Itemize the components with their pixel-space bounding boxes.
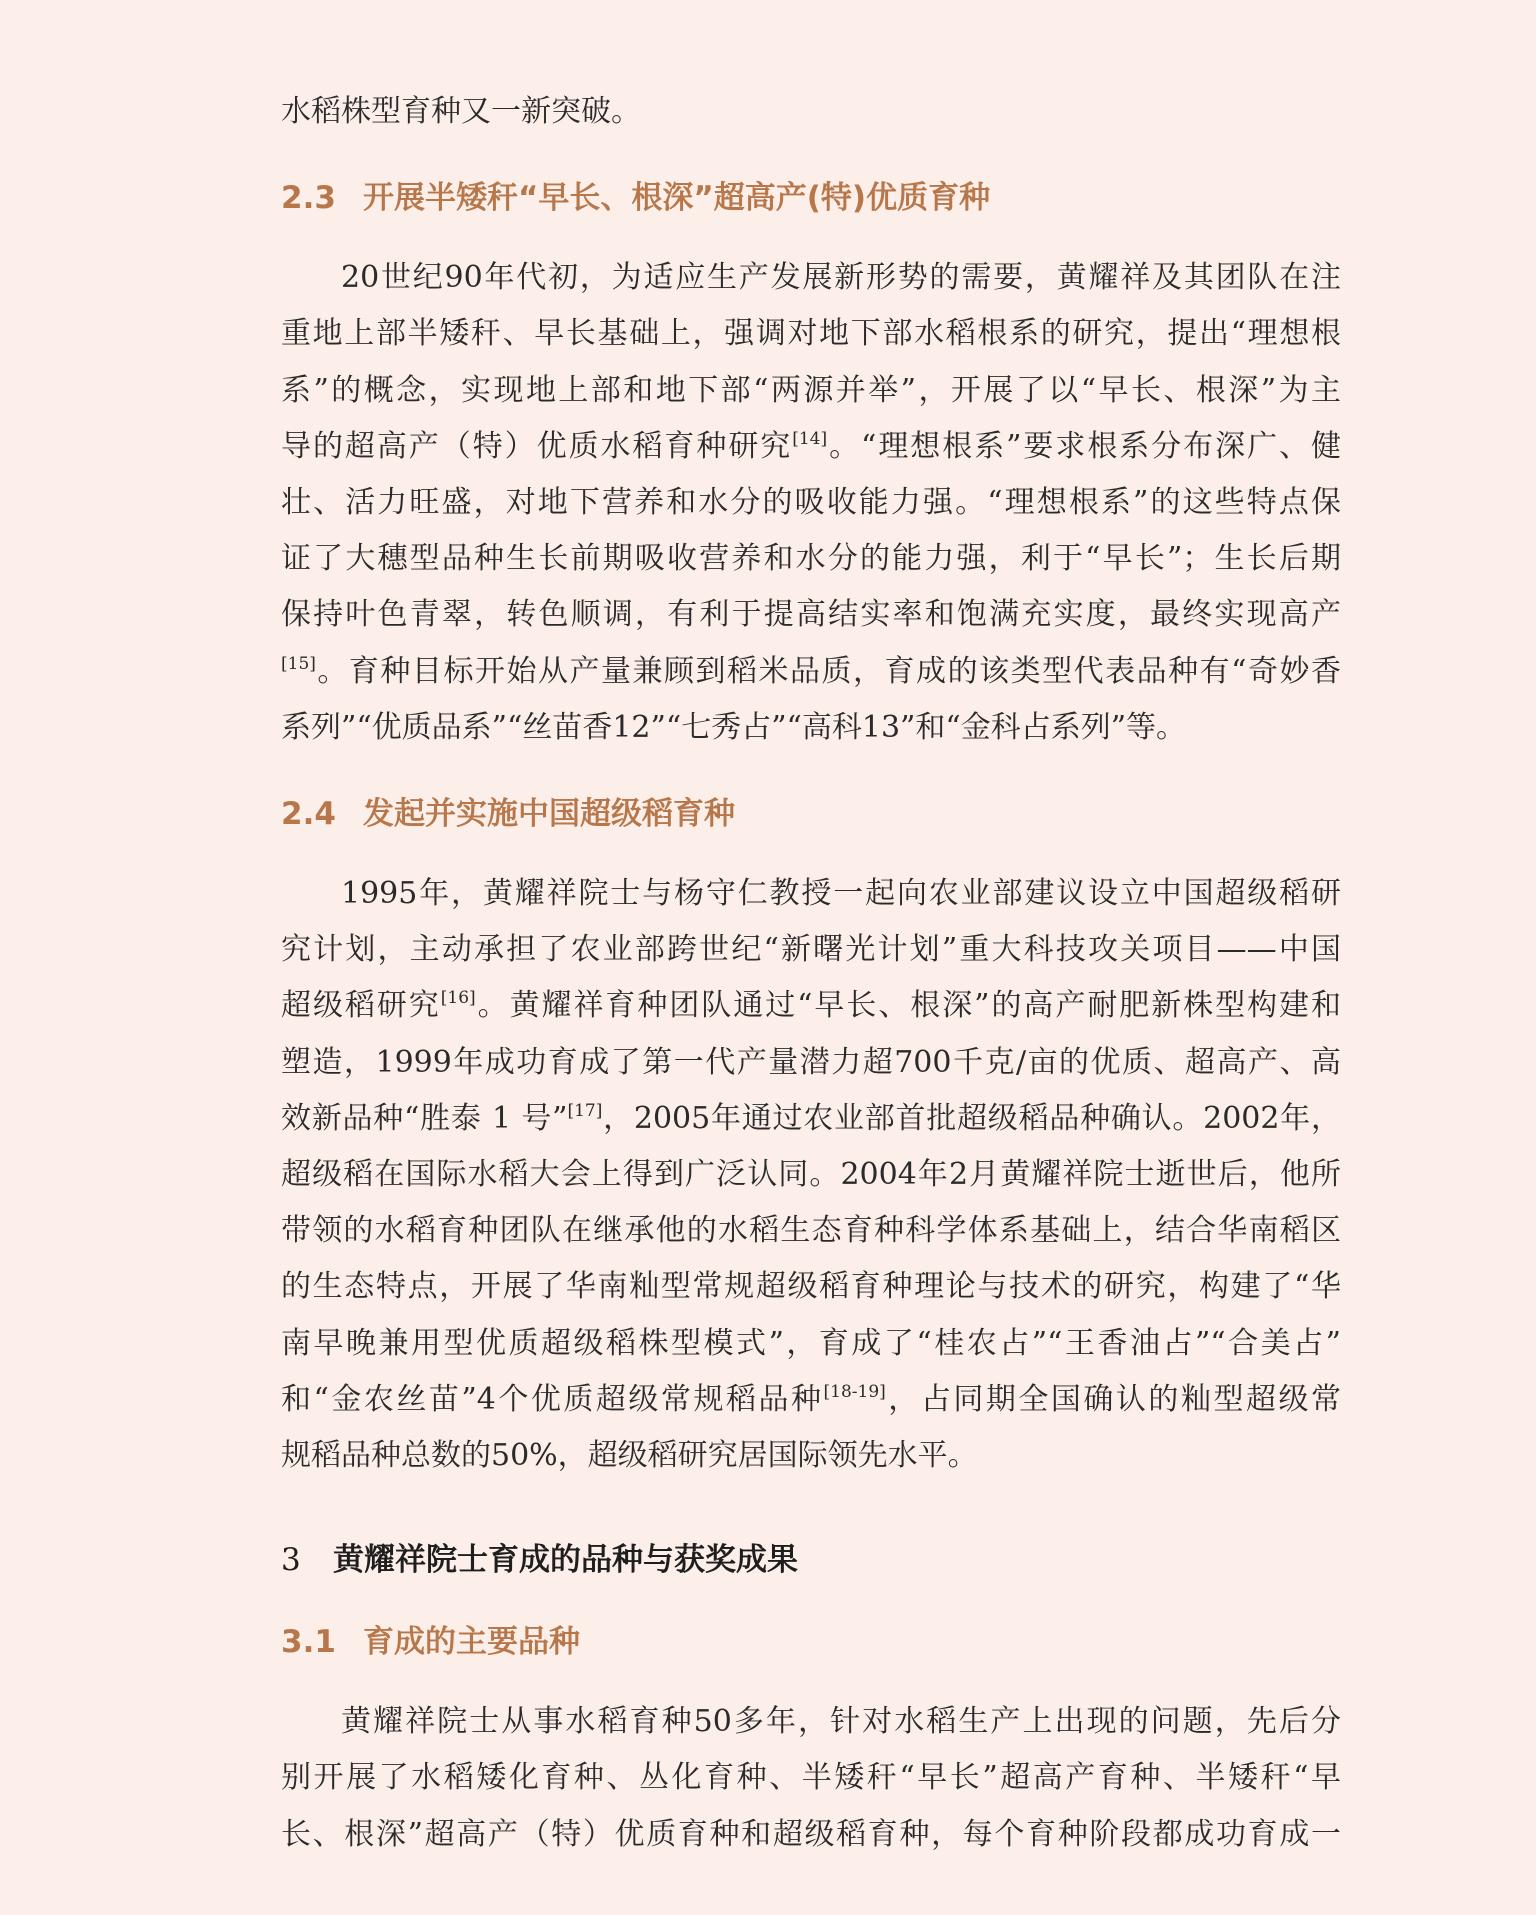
body-line: 20世纪90年代初，为适应生产发展新形势的需要，黄耀祥及其团队在注 [341, 260, 1341, 296]
text-segment: 和“金农丝苗”4个优质超级常规稻品种 [281, 1381, 824, 1417]
chapter-heading-3 [281, 1532, 1341, 1588]
body-line: 塑造，1999年成功育成了第一代产量潜力超700千克/亩的优质、超高产、高 [281, 1044, 1341, 1080]
paragraph-2-4 [281, 866, 1341, 1484]
body-line: 水稻株型育种又一新突破。 [281, 94, 641, 129]
citation: [15] [281, 653, 316, 674]
body-line [281, 644, 1341, 700]
body-line: 南早晚兼用型优质超级稻株型模式”，育成了“桂农占”“王香油占”“合美占” [281, 1325, 1341, 1361]
body-line: 究计划，主动承担了农业部跨世纪“新曙光计划”重大科技攻关项目——中国 [281, 932, 1341, 968]
section-title: 开展半矮秆“早长、根深”超高产(特)优质育种 [363, 180, 991, 217]
section-heading-3-1 [281, 1614, 1341, 1670]
text-segment: 。育种目标开始从产量兼顾到稻米品质，育成的该类型代表品种有“奇妙香 [315, 653, 1341, 689]
body-line: 系”的概念，实现地上部和地下部“两源并举”，开展了以“早长、根深”为主 [281, 372, 1341, 408]
citation: [14] [792, 428, 828, 449]
body-line: 1995年，黄耀祥院士与杨守仁教授一起向农业部建议设立中国超级稻研 [341, 876, 1341, 912]
section-number: 2.3 [281, 180, 336, 217]
body-line: 的生态特点，开展了华南籼型常规超级稻育种理论与技术的研究，构建了“华 [281, 1269, 1341, 1305]
chapter-title: 黄耀祥院士育成的品种与获奖成果 [333, 1542, 798, 1579]
text-segment: ，占同期全国确认的籼型超级常 [885, 1381, 1342, 1417]
citation: [16] [440, 988, 476, 1009]
section-title: 育成的主要品种 [363, 1624, 580, 1661]
body-line [281, 978, 1341, 1034]
body-line: 规稻品种总数的50%，超级稻研究居国际领先水平。 [281, 1438, 978, 1474]
text-segment: 超级稻研究 [281, 988, 441, 1024]
citation: [17] [567, 1100, 603, 1121]
body-line [281, 419, 1341, 475]
section-title: 发起并实施中国超级稻育种 [363, 796, 735, 833]
body-line: 长、根深”超高产（特）优质育种和超级稻育种，每个育种阶段都成功育成一 [281, 1816, 1341, 1852]
body-line: 重地上部半矮秆、早长基础上，强调对地下部水稻根系的研究，提出“理想根 [281, 316, 1341, 352]
paragraph-3-1 [281, 1694, 1341, 1863]
citation: [18-19] [823, 1381, 886, 1402]
text-segment: 效新品种“胜泰 1 号” [281, 1100, 568, 1136]
section-number: 3.1 [281, 1624, 336, 1661]
body-line [281, 1372, 1341, 1428]
text-segment: 导的超高产（特）优质水稻育种研究 [281, 428, 793, 464]
body-line: 超级稻在国际水稻大会上得到广泛认同。2004年2月黄耀祥院士逝世后，他所 [281, 1157, 1341, 1193]
text-segment: 。黄耀祥育种团队通过“早长、根深”的高产耐肥新株型构建和 [475, 988, 1341, 1024]
text-segment: 。“理想根系”要求根系分布深广、健 [827, 428, 1341, 464]
paragraph-2-3 [281, 250, 1341, 756]
body-line: 证了大穗型品种生长前期吸收营养和水分的能力强，利于“早长”；生长后期 [281, 541, 1341, 577]
body-line [281, 1091, 1341, 1147]
chapter-number: 3 [281, 1542, 301, 1579]
section-heading-2-4 [281, 786, 1341, 842]
body-line: 壮、活力旺盛，对地下营养和水分的吸收能力强。“理想根系”的这些特点保 [281, 485, 1341, 521]
body-line: 系列”“优质品系”“丝苗香12”“七秀占”“高科13”和“金科占系列”等。 [281, 709, 1187, 745]
text-segment: ，2005年通过农业部首批超级稻品种确认。2002年， [602, 1100, 1341, 1136]
section-number: 2.4 [281, 796, 336, 833]
section-heading-2-3 [281, 170, 1341, 226]
body-line: 保持叶色青翠，转色顺调，有利于提高结实率和饱满充实度，最终实现高产 [281, 597, 1341, 633]
body-line: 别开展了水稻矮化育种、丛化育种、半矮秆“早长”超高产育种、半矮秆“早 [281, 1760, 1341, 1796]
body-line: 黄耀祥院士从事水稻育种50多年，针对水稻生产上出现的问题，先后分 [341, 1704, 1341, 1740]
body-line: 带领的水稻育种团队在继承他的水稻生态育种科学体系基础上，结合华南稻区 [281, 1213, 1341, 1249]
